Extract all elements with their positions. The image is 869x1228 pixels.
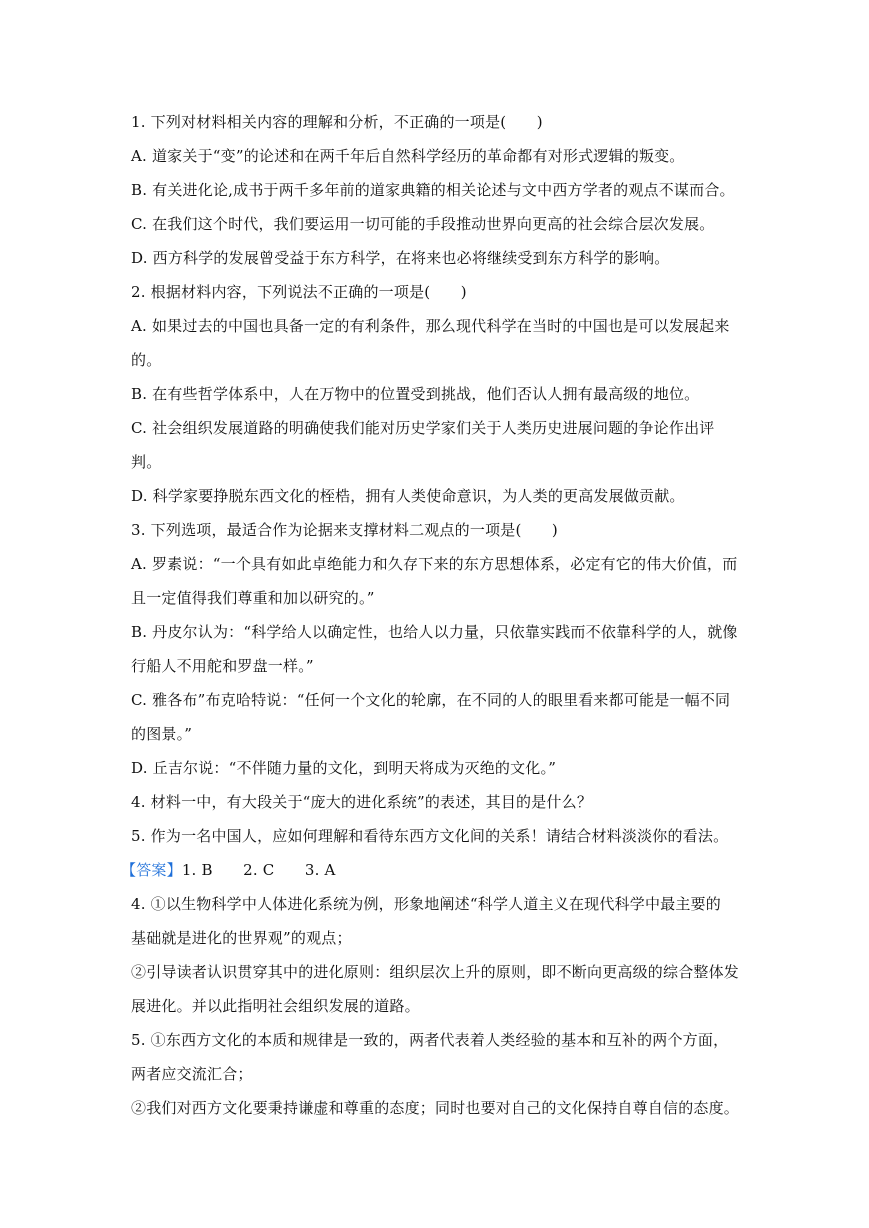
question-3-option-d: D. 丘吉尔说：“不伴随力量的文化，到明天将成为灭绝的文化。” xyxy=(131,759,557,777)
question-2-option-b: B. 在有些哲学体系中，人在万物中的位置受到挑战，他们否认人拥有最高级的地位。 xyxy=(131,385,700,403)
question-3-option-b-line2: 行船人不用舵和罗盘一样。” xyxy=(131,657,314,675)
question-1-option-a: A. 道家关于“变”的论述和在两千年后自然科学经历的革命都有对形式逻辑的叛变。 xyxy=(131,147,685,165)
answer-4-line4: 展进化。并以此指明社会组织发展的道路。 xyxy=(131,997,420,1015)
question-2-option-c-line1: C. 社会组织发展道路的明确使我们能对历史学家们关于人类历史进展问题的争论作出评 xyxy=(131,419,715,437)
answer-choices-line xyxy=(121,860,731,880)
question-1-option-d: D. 西方科学的发展曾受益于东方科学，在将来也必将继续受到东方科学的影响。 xyxy=(131,249,670,267)
answer-tag: 【答案】 xyxy=(121,861,182,879)
question-2-option-c-line2: 判。 xyxy=(131,453,162,471)
answer-5-line3: ②我们对西方文化要秉持谦虚和尊重的态度；同时也要对自己的文化保持自尊自信的态度。 xyxy=(131,1099,740,1117)
question-2-stem: 2. 根据材料内容，下列说法不正确的一项是( ) xyxy=(131,283,467,301)
answer-4-line3: ②引导读者认识贯穿其中的进化原则：组织层次上升的原则，即不断向更高级的综合整体发 xyxy=(131,963,740,981)
question-3-option-c-line2: 的图景。” xyxy=(131,725,193,743)
answer-choices: 1. B 2. C 3. A xyxy=(181,861,336,879)
question-4-stem: 4. 材料一中，有大段关于“庞大的进化系统”的表述，其目的是什么？ xyxy=(131,793,593,811)
answer-5-line1: 5. ①东西方文化的本质和规律是一致的，两者代表着人类经验的基本和互补的两个方面， xyxy=(131,1031,729,1049)
question-3-option-c-line1: C. 雅各布”布克哈特说：“任何一个文化的轮廓，在不同的人的眼里看来都可能是一幅不同 xyxy=(131,691,731,709)
question-5-stem: 5. 作为一名中国人，应如何理解和看待东西方文化间的关系！请结合材料淡淡你的看法。 xyxy=(131,827,729,845)
answer-4-line2: 基础就是进化的世界观”的观点； xyxy=(131,929,352,947)
question-2-option-a-line2: 的。 xyxy=(131,351,162,369)
question-3-option-b-line1: B. 丹皮尔认为：“科学给人以确定性，也给人以力量，只依靠实践而不依靠科学的人，就像 xyxy=(131,623,738,641)
answer-5-line2: 两者应交流汇合； xyxy=(131,1065,253,1083)
question-1-option-b: B. 有关进化论,成书于两千多年前的道家典籍的相关论述与文中西方学者的观点不谋而合。 xyxy=(131,181,735,199)
question-2-option-a-line1: A. 如果过去的中国也具备一定的有利条件，那么现代科学在当时的中国也是可以发展起来 xyxy=(131,317,730,335)
question-1-stem: 1. 下列对材料相关内容的理解和分析，不正确的一项是( ) xyxy=(131,113,543,131)
question-3-option-a-line2: 且一定值得我们尊重和加以研究的。” xyxy=(131,589,375,607)
question-2-option-d: D. 科学家要挣脱东西文化的桎梏，拥有人类使命意识，为人类的更高发展做贡献。 xyxy=(131,487,685,505)
question-3-stem: 3. 下列选项，最适合作为论据来支撑材料二观点的一项是( ) xyxy=(131,521,558,539)
answer-4-line1: 4. ①以生物科学中人体进化系统为例，形象地阐述“科学人道主义在现代科学中最主要的 xyxy=(131,895,721,913)
question-1-option-c: C. 在我们这个时代，我们要运用一切可能的手段推动世界向更高的社会综合层次发展。 xyxy=(131,215,715,233)
question-3-option-a-line1: A. 罗素说：“一个具有如此卓绝能力和久存下来的东方思想体系，必定有它的伟大价值，而 xyxy=(131,555,738,573)
